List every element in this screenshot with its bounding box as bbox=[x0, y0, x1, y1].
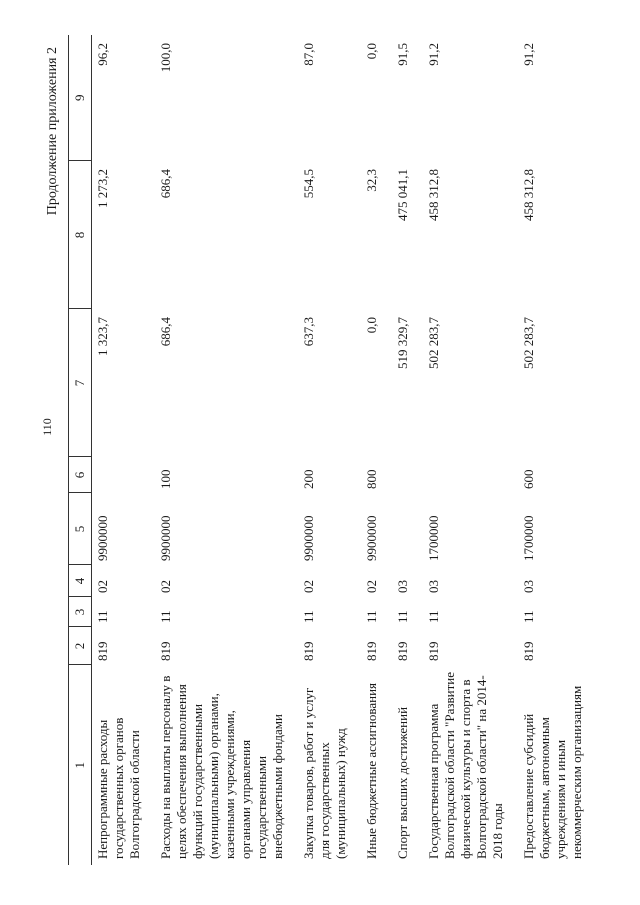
table-row bbox=[423, 35, 518, 865]
cell-target-article: 9900000 bbox=[95, 515, 110, 561]
cell-admin-code: 819 bbox=[395, 641, 410, 661]
table-row bbox=[298, 35, 361, 865]
cell-section: 11 bbox=[364, 610, 379, 623]
cell-percent: 100,0 bbox=[158, 43, 173, 73]
cell-percent: 91,2 bbox=[426, 43, 441, 66]
cell-subsection: 02 bbox=[364, 580, 379, 593]
cell-section: 11 bbox=[521, 610, 536, 623]
cell-expense-type bbox=[392, 457, 423, 493]
cell-admin-code: 819 bbox=[95, 641, 110, 661]
cell-percent: 91,2 bbox=[521, 43, 536, 66]
cell-expense-type bbox=[423, 457, 518, 493]
cell-admin-code: 819 bbox=[158, 641, 173, 661]
cell-section: 11 bbox=[301, 610, 316, 623]
column-header: 8 bbox=[69, 161, 92, 309]
page-number: 110 bbox=[40, 418, 54, 436]
cell-percent: 0,0 bbox=[364, 43, 379, 60]
cell-executed-amount: 475 041,1 bbox=[395, 169, 410, 221]
column-header: 1 bbox=[69, 665, 92, 865]
rotated-page-content bbox=[40, 35, 625, 865]
cell-target-article: 1700000 bbox=[426, 515, 441, 561]
cell-executed-amount: 458 312,8 bbox=[426, 169, 441, 221]
cell-executed-amount: 686,4 bbox=[158, 169, 173, 199]
cell-executed-amount: 554,5 bbox=[301, 169, 316, 199]
budget-table bbox=[68, 35, 597, 865]
cell-expense-type: 200 bbox=[301, 469, 316, 489]
cell-target-article bbox=[392, 493, 423, 565]
table-row bbox=[361, 35, 392, 865]
cell-expense-type: 600 bbox=[521, 469, 536, 489]
cell-percent: 87,0 bbox=[301, 43, 316, 66]
cell-name: Спорт высших достижений bbox=[395, 706, 410, 859]
table-row bbox=[518, 35, 597, 865]
continuation-heading: Продолжение приложения 2 bbox=[45, 47, 60, 216]
cell-section: 11 bbox=[95, 610, 110, 623]
cell-name: Закупка товаров, работ и услуг для государственных (муниципальных) нужд bbox=[301, 687, 348, 859]
cell-expense-type: 800 bbox=[364, 469, 379, 489]
column-header: 4 bbox=[69, 565, 92, 597]
cell-name: Предоставление субсидий бюджетным, автономным учреждениям и иным некоммерческим организациям bbox=[521, 685, 584, 859]
cell-expense-type bbox=[92, 457, 156, 493]
table-header-row bbox=[69, 35, 92, 865]
table-row bbox=[155, 35, 298, 865]
cell-name: Иные бюджетные ассигнования bbox=[364, 682, 379, 859]
cell-name: Непрограммные расходы государственных органов Волгоградской области bbox=[95, 717, 142, 859]
cell-section: 11 bbox=[158, 610, 173, 623]
cell-admin-code: 819 bbox=[521, 641, 536, 661]
cell-expense-type: 100 bbox=[158, 469, 173, 489]
cell-admin-code: 819 bbox=[426, 641, 441, 661]
cell-planned-amount: 502 283,7 bbox=[521, 317, 536, 369]
cell-planned-amount: 519 329,7 bbox=[395, 317, 410, 369]
column-header: 3 bbox=[69, 597, 92, 627]
cell-name: Государственная программа Волгоградской области "Развитие физической культуры и спорта в Волгоградской области" на 2014-2018 годы bbox=[426, 672, 505, 859]
table-row bbox=[392, 35, 423, 865]
cell-subsection: 03 bbox=[395, 580, 410, 593]
cell-admin-code: 819 bbox=[364, 641, 379, 661]
cell-executed-amount: 1 273,2 bbox=[95, 169, 110, 208]
cell-target-article: 9900000 bbox=[364, 515, 379, 561]
cell-planned-amount: 686,4 bbox=[158, 317, 173, 347]
cell-executed-amount: 32,3 bbox=[364, 169, 379, 192]
column-header: 2 bbox=[69, 627, 92, 665]
cell-planned-amount: 1 323,7 bbox=[95, 317, 110, 356]
cell-subsection: 02 bbox=[158, 580, 173, 593]
cell-planned-amount: 0,0 bbox=[364, 317, 379, 334]
cell-subsection: 02 bbox=[95, 580, 110, 593]
cell-subsection: 03 bbox=[426, 580, 441, 593]
cell-section: 11 bbox=[395, 610, 410, 623]
cell-target-article: 9900000 bbox=[158, 515, 173, 561]
cell-name: Расходы на выплаты персоналу в целях обеспечения выполнения функций государственными (муниципальными) органами, казенными учреждениями, органами управления государственными внебюджетными фондами bbox=[158, 675, 285, 859]
column-header: 6 bbox=[69, 457, 92, 493]
table-row bbox=[92, 35, 156, 865]
cell-target-article: 9900000 bbox=[301, 515, 316, 561]
cell-percent: 91,5 bbox=[395, 43, 410, 66]
cell-planned-amount: 637,3 bbox=[301, 317, 316, 347]
cell-planned-amount: 502 283,7 bbox=[426, 317, 441, 369]
cell-admin-code: 819 bbox=[301, 641, 316, 661]
column-header: 7 bbox=[69, 309, 92, 457]
cell-executed-amount: 458 312,8 bbox=[521, 169, 536, 221]
cell-subsection: 03 bbox=[521, 580, 536, 593]
cell-section: 11 bbox=[426, 610, 441, 623]
column-header: 9 bbox=[69, 35, 92, 161]
column-header: 5 bbox=[69, 493, 92, 565]
cell-percent: 96,2 bbox=[95, 43, 110, 66]
cell-target-article: 1700000 bbox=[521, 515, 536, 561]
cell-subsection: 02 bbox=[301, 580, 316, 593]
